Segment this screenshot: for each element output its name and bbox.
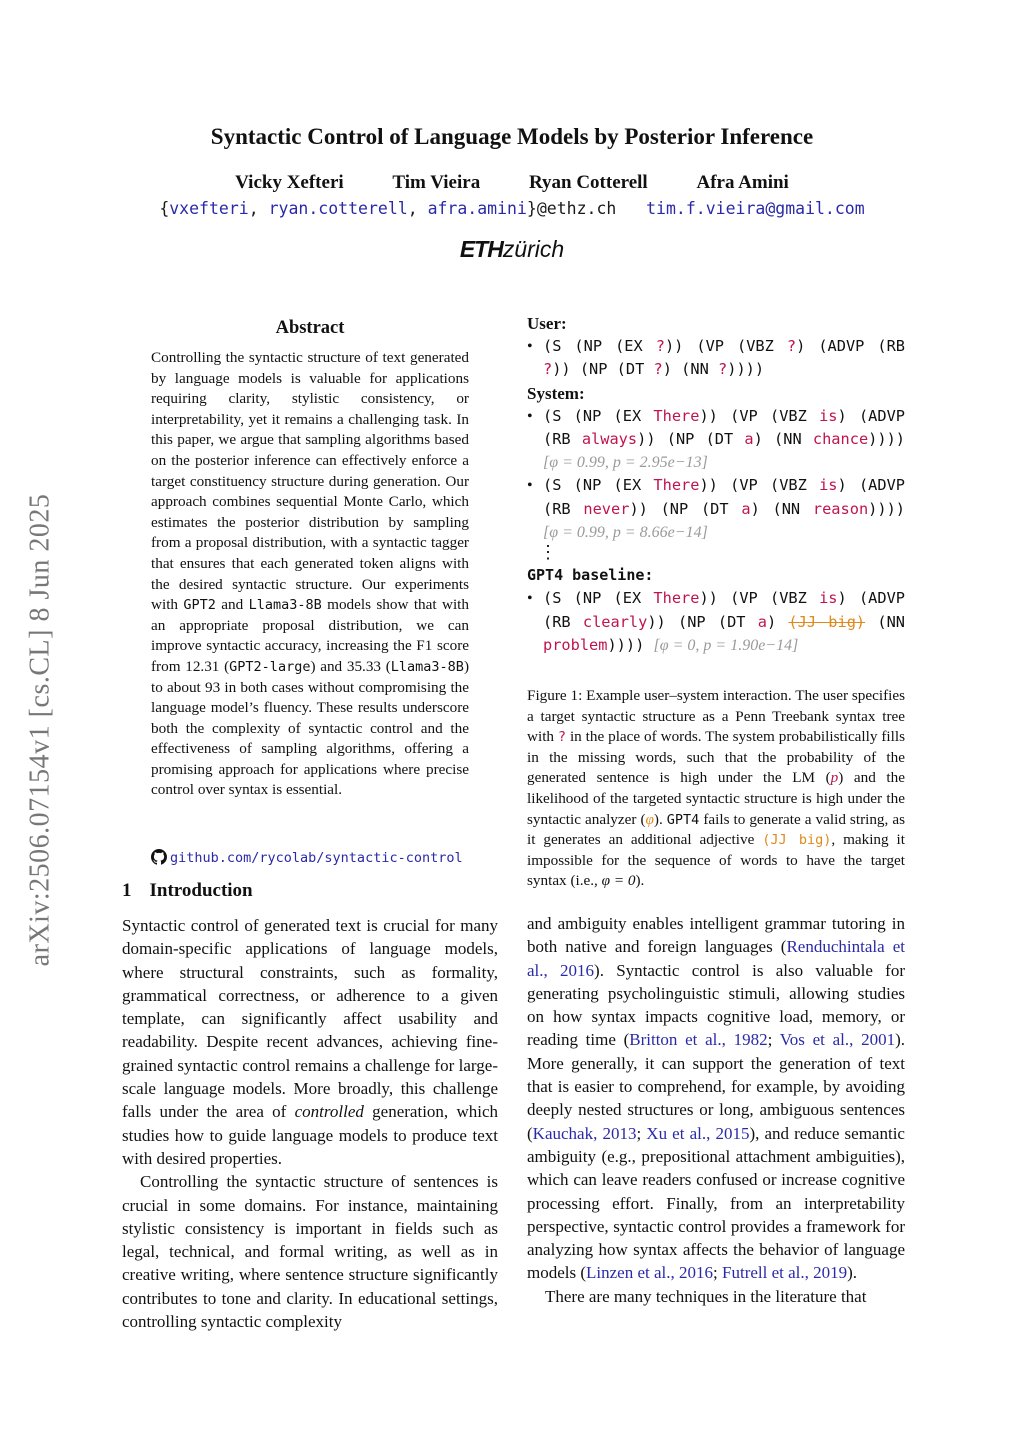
author-emails xyxy=(0,199,1024,218)
placeholder-mark: ? xyxy=(655,337,665,355)
ellipsis: ⋮ xyxy=(539,542,557,563)
math-symbol: p xyxy=(830,769,839,787)
figure-1 xyxy=(527,312,905,657)
tree-part: (S (NP (EX xyxy=(543,589,654,608)
filled-word: never xyxy=(583,499,630,518)
filled-word: is xyxy=(819,406,838,425)
paper-title: Syntactic Control of Language Models by Posterior Inference xyxy=(210,124,814,149)
citation-link[interactable]: Renduchintala et al., 2016 xyxy=(527,937,905,980)
email-link[interactable]: ryan.cotterell xyxy=(268,199,408,218)
tree-part: )))) xyxy=(727,360,765,379)
score: [φ = 0, p = 1.90e−14] xyxy=(653,636,799,654)
tree-part: )) (VP (VBZ xyxy=(699,476,820,495)
tree-part: )) (NP (DT xyxy=(552,360,654,379)
abstract-part: models show that with an appropriate proposal distribution, we can improve syntactic accuracy, increasing the F1 score from 12.31 ( xyxy=(151,596,469,675)
filled-word: There xyxy=(653,589,700,608)
arxiv-sidebar xyxy=(10,440,70,1020)
author-name: Ryan Cotterell xyxy=(528,172,648,193)
arxiv-id: arXiv:2506.07154v1 [cs.CL] 8 Jun 2025 xyxy=(24,493,55,967)
filled-word: a xyxy=(757,612,767,631)
abstract-part: ) and 35.33 ( xyxy=(310,657,391,675)
filled-word: clearly xyxy=(582,612,648,631)
system-label: System: xyxy=(527,383,585,403)
tree-part: (S (NP (EX xyxy=(543,406,654,425)
citation-link[interactable]: Xu et al., 2015 xyxy=(646,1123,750,1143)
placeholder-mark: ? xyxy=(543,360,553,379)
filled-word: a xyxy=(741,499,751,518)
paragraph: There are many techniques in the literature that xyxy=(545,1286,867,1306)
model-name: GPT2-large xyxy=(229,658,311,675)
label-text: System xyxy=(527,383,579,403)
tree-part: )))) xyxy=(607,635,645,654)
citation-link[interactable]: Vos et al., 2001 xyxy=(779,1030,896,1050)
text-run: ; xyxy=(636,1123,647,1143)
author-list xyxy=(0,172,1024,194)
filled-word: is xyxy=(819,589,838,608)
logo-rest: zürich xyxy=(502,236,565,262)
abstract-part: and xyxy=(215,596,249,614)
filled-word: a xyxy=(744,429,754,448)
text-run: generation, which studies how to guide language models to produce text with desired properties. xyxy=(122,1102,499,1168)
emphasis: controlled xyxy=(294,1102,364,1122)
abstract-heading: Abstract xyxy=(275,318,345,338)
tree-part: )) (VP (VBZ xyxy=(664,337,787,355)
placeholder-mark: ? xyxy=(718,360,728,379)
filled-word: chance xyxy=(812,429,869,448)
system-tree-list xyxy=(527,405,905,545)
tree-part: ) (ADVP (RB xyxy=(543,589,905,631)
text-run: , making it impossible for the sequence of words to have the target syntax (i.e., xyxy=(527,831,905,890)
math-symbol: φ xyxy=(645,810,654,828)
text-run: Figure 1: Example user–system interaction. The user specifies a target syntactic structure as a Penn Treebank syntax tree with xyxy=(527,687,905,746)
model-name: GPT4 xyxy=(666,811,700,828)
tree-part: (S (NP (EX xyxy=(543,337,656,355)
text-run: ; xyxy=(713,1263,723,1283)
label-text: User xyxy=(527,314,561,333)
tree-part: )))) xyxy=(868,499,905,518)
citation-link[interactable]: Linzen et al., 2016 xyxy=(586,1263,714,1283)
tree-part: ) (ADVP (RB xyxy=(543,476,905,518)
user-tree xyxy=(527,335,905,382)
tree-part: )) (NP (DT xyxy=(629,499,742,518)
tree-part: )) (NP (DT xyxy=(647,612,758,631)
tree-part: )) (NP (DT xyxy=(637,429,745,448)
section-title: Introduction xyxy=(149,880,253,901)
text-run: and ambiguity enables intelligent grammar tutoring in both native and foreign languages ( xyxy=(527,914,905,957)
paragraph xyxy=(122,914,498,1170)
eth-zurich-logo xyxy=(0,236,1024,263)
tree-part: )) (VP (VBZ xyxy=(699,406,820,425)
abstract-text xyxy=(151,348,469,801)
email-link[interactable]: afra.amini xyxy=(427,199,527,218)
filled-word: There xyxy=(653,476,700,495)
tree-part: ) (NN xyxy=(750,499,813,518)
abstract-part: ) to about 93 in both cases without compromising the language model’s fluency. These results underscore both the complexity of syntactic control and the effectiveness of sampling algorithms, offering a promising approach for applications where precise control over syntax is essential. xyxy=(151,657,469,799)
section-number: 1 xyxy=(122,880,132,901)
citation-link[interactable]: Kauchak, 2013 xyxy=(532,1123,637,1143)
tree-part: ) (NN xyxy=(753,429,813,448)
github-icon xyxy=(151,849,167,865)
placeholder-mark: ? xyxy=(557,729,567,746)
intro-text xyxy=(122,914,498,1333)
section-heading xyxy=(122,880,271,902)
system-tree xyxy=(527,474,905,544)
user-label: User: xyxy=(527,314,567,333)
filled-word: is xyxy=(819,476,838,495)
email-domain: }@ethz.ch xyxy=(526,199,617,218)
tree-part: ) xyxy=(766,612,789,631)
baseline-tree-list xyxy=(527,587,905,657)
right-column-text xyxy=(527,912,905,1308)
score: [φ = 0.99, p = 8.66e−14] xyxy=(543,524,708,542)
paragraph xyxy=(527,912,905,1285)
baseline-tree xyxy=(527,587,905,657)
email-link[interactable]: vxefteri xyxy=(169,199,249,218)
model-name: Llama3-8B xyxy=(248,597,322,614)
tree-part: )))) xyxy=(868,429,905,448)
email-separator: , xyxy=(407,199,428,218)
score: [φ = 0.99, p = 2.95e−13] xyxy=(543,454,708,472)
filled-word: always xyxy=(581,429,638,448)
system-tree xyxy=(527,405,905,475)
model-name: GPT2 xyxy=(183,597,216,614)
email-separator: , xyxy=(248,199,269,218)
text-run: in the place of words. The system probabilistically fills in the missing words, such that the probability of the generated sentence is high under the LM ( xyxy=(527,728,905,787)
text-run: ). Syntactic control is also valuable for generating psycholinguistic stimuli, allowing studies on how syntax impacts cognitive load, memory, or reading time ( xyxy=(527,960,905,1050)
logo-bold: ETH xyxy=(459,236,503,262)
math-expression: φ = 0 xyxy=(601,872,636,890)
filled-word: There xyxy=(653,406,700,425)
tree-part: ) (ADVP (RB xyxy=(796,337,906,355)
tree-part: ) (NN xyxy=(662,360,719,379)
text-run: fails to generate a valid string, as it generates an additional adjective xyxy=(527,810,905,849)
label-text: GPT4 baseline xyxy=(527,566,645,585)
filled-word: problem xyxy=(543,635,608,654)
text-run: Syntactic control of generated text is crucial for many domain-specific applications of language models, where structural constraints, such as formality, grammatical correctness, or adherence to a given template, can significantly affect usability and readability. Despite recent advances, achieving fine-grained syntactic control remains a challenge for large-scale language models. More broadly, this challenge falls under the area of xyxy=(122,916,498,1122)
placeholder-mark: ? xyxy=(786,337,797,355)
text-run: ). xyxy=(653,810,667,828)
text-run: ). More generally, it can support the generation of text that is easier to comprehend, for example, by avoiding deeply nested structures or long, ambiguous sentences ( xyxy=(527,1030,905,1143)
paragraph: Controlling the syntactic structure of sentences is crucial in some domains. For instance, maintaining stylistic consistency is important in fields such as legal, technical, and formal writing, as well as in creative writing, where sentence structure significantly contributes to tone and clarity. In educational settings, controlling syntactic complexity xyxy=(122,1172,498,1332)
email-link[interactable]: tim.f.vieira@gmail.com xyxy=(646,199,865,218)
github-link[interactable] xyxy=(151,849,471,866)
tree-part: )) (VP (VBZ xyxy=(699,589,820,608)
filled-word: reason xyxy=(812,499,869,518)
email-brace: { xyxy=(159,199,170,218)
tree-part: (S (NP (EX xyxy=(543,476,654,495)
text-run: ), and reduce semantic ambiguity (e.g., prepositional attachment ambiguities), which can leave readers confused or increase cognitive processing effort. Finally, from an interpretability perspective, syntactic control provides a framework for analyzing how syntax affects the behavior of language models ( xyxy=(527,1123,905,1283)
tree-part: ) (ADVP (RB xyxy=(543,406,905,448)
user-tree-list xyxy=(527,335,905,382)
text-run: ; xyxy=(767,1030,780,1050)
baseline-label: GPT4 baseline: xyxy=(527,566,654,585)
github-url: github.com/rycolab/syntactic-control xyxy=(170,850,463,866)
placeholder-mark: ? xyxy=(653,360,663,379)
author-name: Afra Amini xyxy=(696,172,789,193)
abstract-part: Controlling the syntactic structure of text generated by language models is valuable for applications requiring clarity, stylistic consistency, or interpretability, yet it remains a challenging task. In this paper, we argue that sampling algorithms based on the posterior inference can effectively enforce a target constituency structure during generation. Our approach combines sequential Monte Carlo, which estimates the posterior distribution by sampling from a proposal distribution, with a syntactic tagger that ensures that each generated token aligns with the desired syntactic structure. Our experiments with xyxy=(151,349,469,614)
text-run: ) and the likelihood of the targeted syntactic structure is high under the syntactic analyzer ( xyxy=(527,769,905,828)
citation-link[interactable]: Futrell et al., 2019 xyxy=(722,1263,848,1283)
text-run: ). xyxy=(847,1263,858,1283)
text-run: ). xyxy=(635,872,645,890)
tree-part: (NN xyxy=(865,612,906,631)
adjective-tag: (JJ big) xyxy=(762,832,832,849)
invalid-adjective: (JJ big) xyxy=(788,612,866,631)
model-name: Llama3-8B xyxy=(390,658,464,675)
author-name: Vicky Xefteri xyxy=(235,172,344,193)
figure-caption xyxy=(527,686,905,892)
citation-link[interactable]: Britton et al., 1982 xyxy=(629,1030,768,1050)
author-name: Tim Vieira xyxy=(392,172,481,193)
